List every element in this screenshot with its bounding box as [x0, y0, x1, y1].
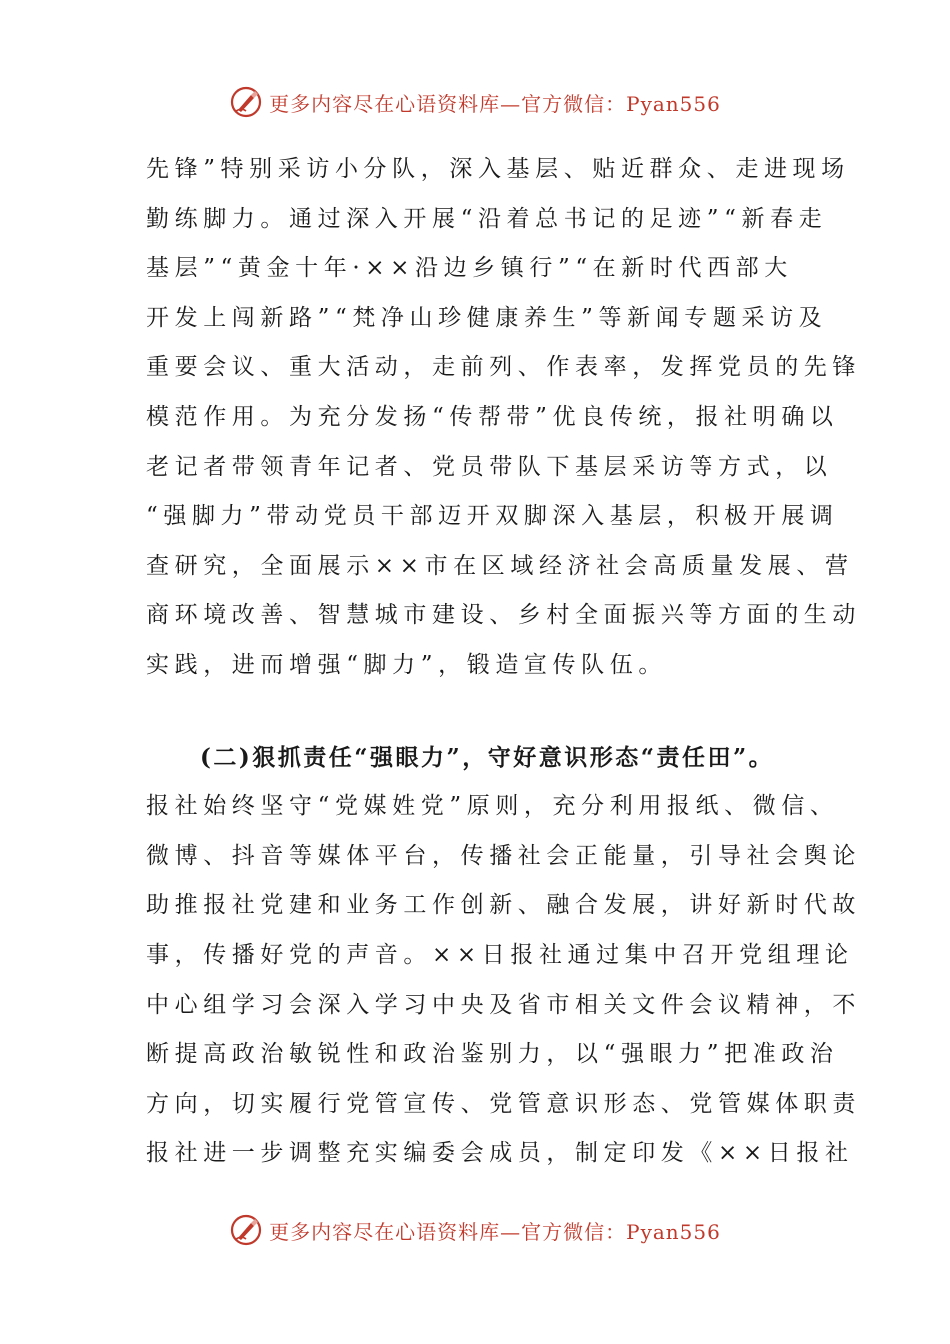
body-line: 断提高政治敏锐性和政治鉴别力，以“强眼力”把准政治: [146, 1041, 839, 1068]
document-body: [146, 145, 861, 1179]
body-line: 先锋”特别采访小分队，深入基层、贴近群众、走进现场: [146, 156, 850, 182]
body-line: 报社进一步调整充实编委会成员，制定印发《××日报社: [146, 1140, 854, 1167]
body-line: “强脚力”带动党员干部迈开双脚深入基层，积极开展调: [146, 503, 839, 530]
section-heading: (二)狠抓责任“强眼力”，守好意识形态“责任田”。: [200, 743, 775, 771]
pen-circle-logo-icon: [229, 1213, 263, 1247]
body-line: 报社始终坚守“党媒姓党”原则，充分利用报纸、微信、: [146, 793, 839, 820]
paragraph-gap: [146, 691, 826, 733]
body-line: 模范作用。为充分发扬“传帮带”优良传统，报社明确以: [146, 403, 839, 430]
header-watermark-banner: [0, 82, 950, 122]
body-line: 查研究，全面展示××市在区域经济社会高质量发展、营: [146, 552, 854, 579]
pen-circle-logo-icon: [229, 85, 263, 119]
watermark-text: 更多内容尽在心语资料库—官方微信：Pyan556: [269, 91, 721, 116]
body-line: 商环境改善、智慧城市建设、乡村全面振兴等方面的生动: [146, 602, 861, 629]
body-line: 微博、抖音等媒体平台，传播社会正能量，引导社会舆论: [146, 842, 861, 869]
body-line: 基层”“黄金十年·××沿边乡镇行”“在新时代西部大: [146, 255, 793, 282]
body-line: 勤练脚力。通过深入开展“沿着总书记的足迹”“新春走: [146, 205, 828, 232]
footer-watermark-banner: [0, 1210, 950, 1250]
body-line: 中心组学习会深入学习中央及省市相关文件会议精神，不: [146, 991, 861, 1018]
body-line: 开发上闯新路”“梵净山珍健康养生”等新闻专题采访及: [146, 304, 828, 331]
body-line: 事，传播好党的声音。××日报社通过集中召开党组理论: [146, 941, 854, 968]
body-line: 老记者带领青年记者、党员带队下基层采访等方式，以: [146, 453, 833, 480]
body-line: 助推报社党建和业务工作创新、融合发展，讲好新时代故: [146, 892, 861, 919]
body-line: 实践，进而增强“脚力”，锻造宣传队伍。: [146, 651, 667, 678]
watermark-text: 更多内容尽在心语资料库—官方微信：Pyan556: [269, 1219, 721, 1244]
body-line: 重要会议、重大活动，走前列、作表率，发挥党员的先锋: [146, 354, 861, 381]
body-line: 方向，切实履行党管宣传、党管意识形态、党管媒体职责: [146, 1090, 861, 1117]
